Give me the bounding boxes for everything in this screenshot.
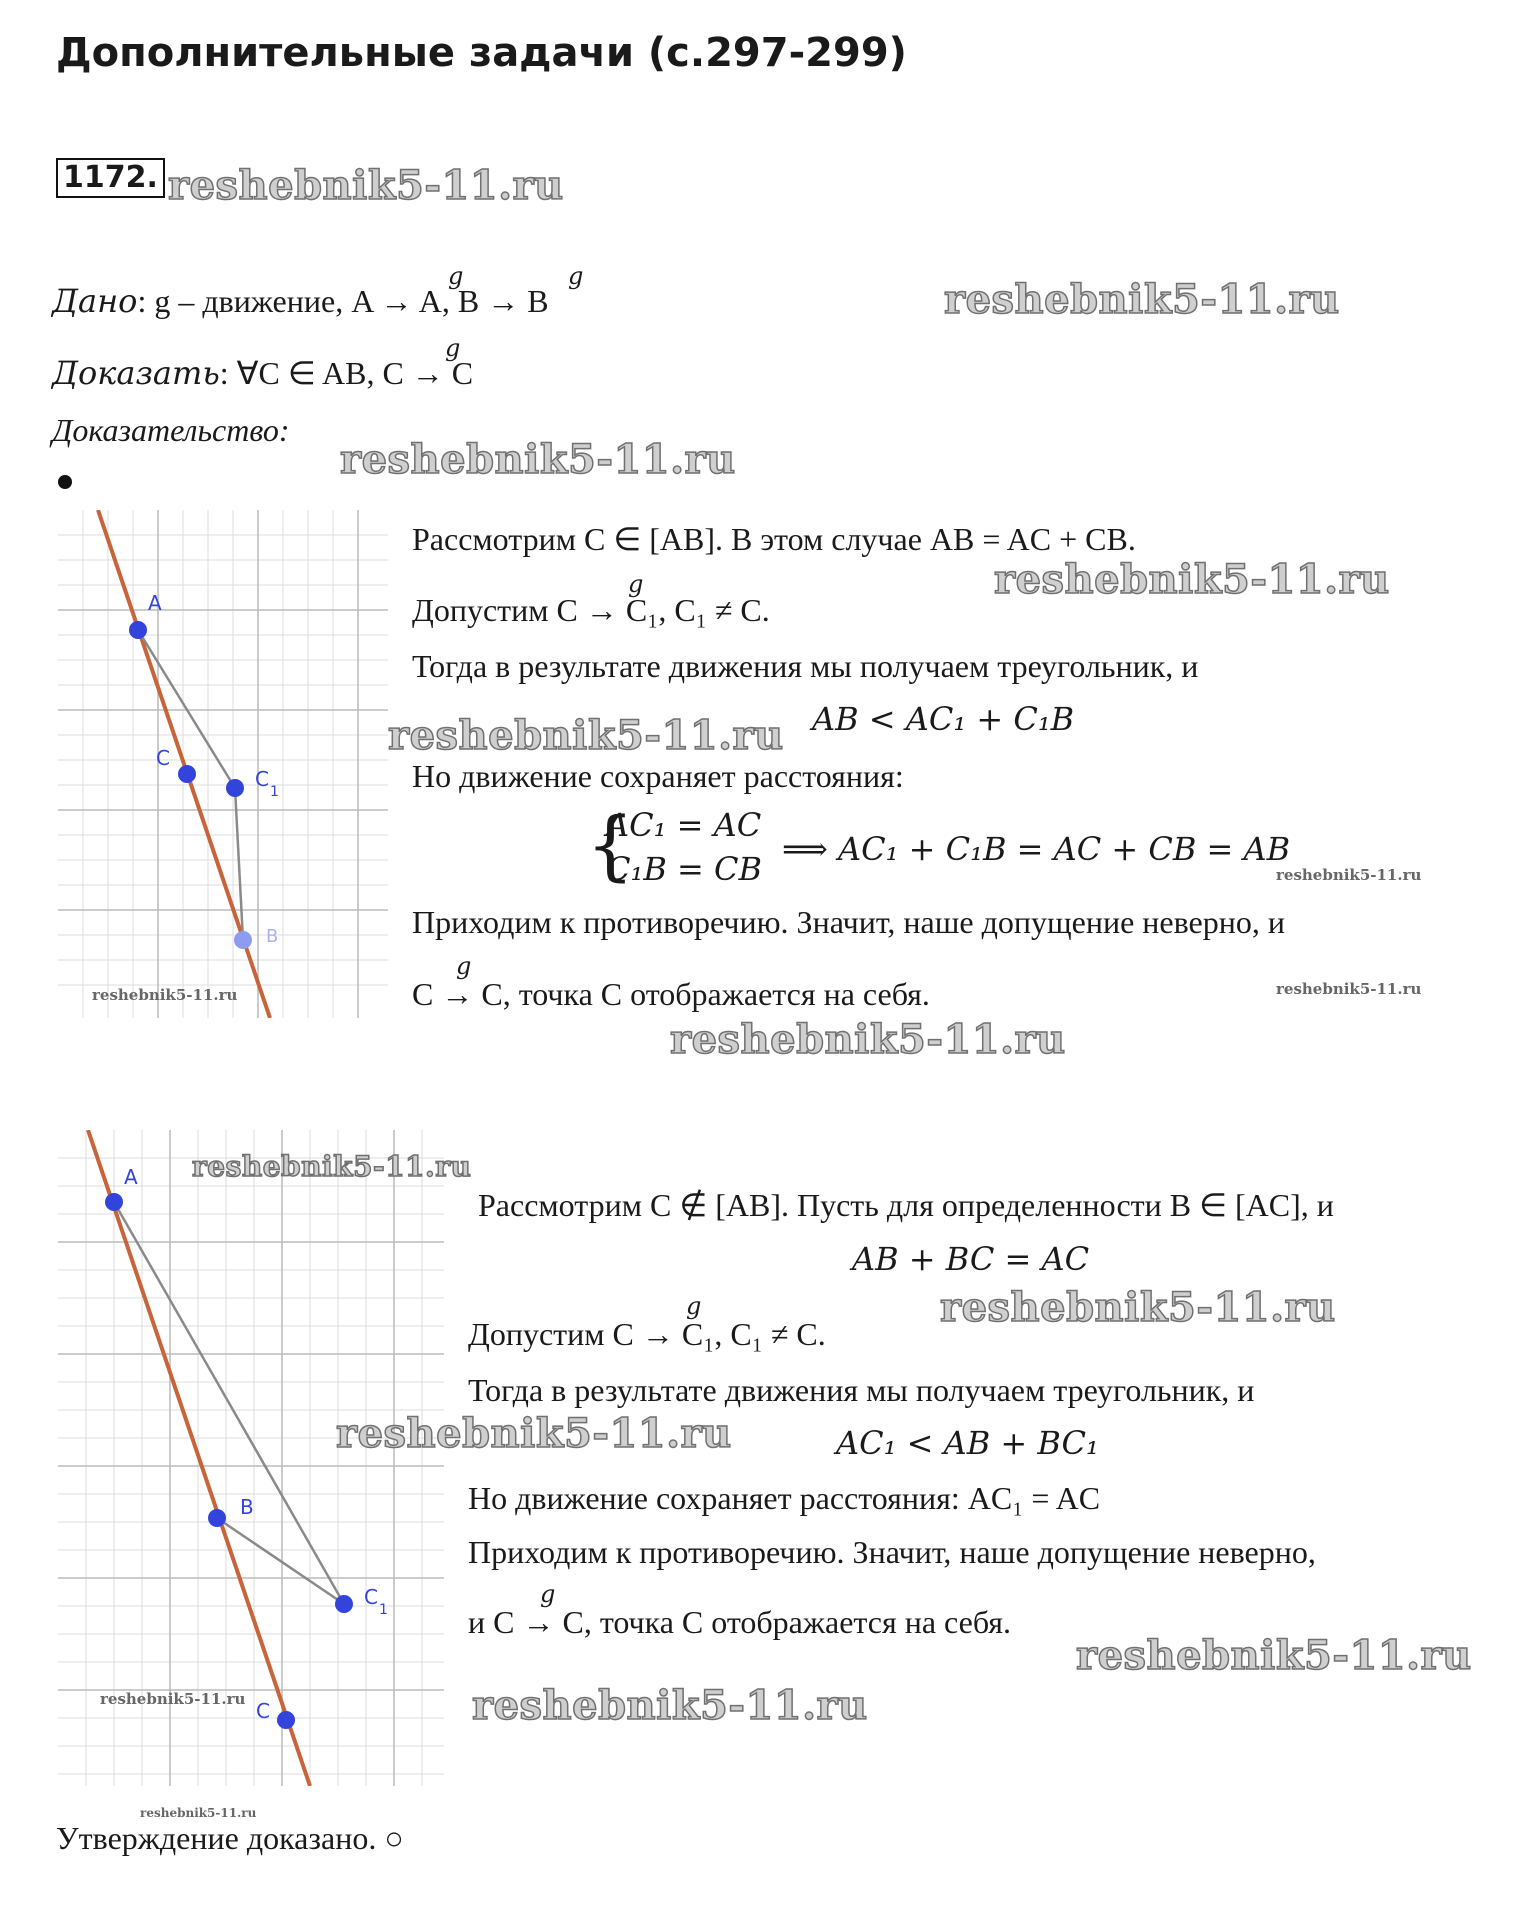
arrow-label: g [628,570,644,598]
arrow-label: g [445,334,461,362]
case2-equation: AB + BC = AC [852,1240,1090,1278]
case2-line1: Рассмотрим C ∉ [AB]. Пусть для определенности B ∈ [AC], и [478,1187,1334,1223]
case2-line5: Приходим к противоречию. Значит, наше допущение неверно, [468,1534,1316,1570]
label-a: A [148,591,162,615]
watermark-small: reshebnik5-11.ru [100,1690,246,1708]
case1-line3: Тогда в результате движения мы получаем треугольник, и [412,648,1199,684]
case1-line1: Рассмотрим C ∈ [AB]. В этом случае AB = AC + CB. [412,521,1136,557]
point-a [129,621,147,639]
arrow-label: g [540,1580,556,1608]
point-c [178,765,196,783]
watermark: reshebnik5-11.ru [336,1410,732,1457]
watermark: reshebnik5-11.ru [670,1016,1066,1063]
watermark-small: reshebnik5-11.ru [140,1806,257,1820]
point-b [234,931,252,949]
case1-inequality: AB < AC₁ + C₁B [812,700,1075,738]
label-c: C [256,1699,270,1723]
label-b: B [266,926,279,947]
watermark: reshebnik5-11.ru [994,556,1390,603]
watermark: reshebnik5-11.ru [192,1150,472,1183]
conclusion: Утверждение доказано. ○ [56,1820,404,1856]
case2-line3: Тогда в результате движения мы получаем треугольник, и [468,1372,1255,1408]
point-b [208,1509,226,1527]
point-c1 [226,779,244,797]
system-top: AC₁ = AC [606,806,762,844]
system-result: ⟹ AC₁ + C₁B = AC + CB = AB [782,830,1291,868]
system-brace: { [586,800,635,889]
watermark-small: reshebnik5-11.ru [92,986,238,1004]
page-title: Дополнительные задачи (с.297-299) [56,30,907,76]
case2-line6: и C → C, точка C отображается на себя. [468,1604,1012,1640]
bullet [58,475,72,489]
watermark: reshebnik5-11.ru [940,1284,1336,1331]
system-bottom: C₁B = CB [606,850,762,888]
case1-line6: C → C, точка C отображается на себя. [412,976,930,1012]
watermark-small: reshebnik5-11.ru [1276,980,1422,998]
given-line [52,282,549,320]
given-text: : g – движение, A → A, B → B [137,283,549,319]
label-c1-sub: 1 [270,784,279,800]
label-c1: C [364,1585,378,1609]
watermark-small: reshebnik5-11.ru [1276,866,1422,884]
point-a [105,1193,123,1211]
case2-line2: Допустим C → C₁, C₁ ≠ C. [468,1316,826,1352]
prove-label: Доказать [52,354,220,392]
label-c1: C [255,767,269,791]
label-b: B [240,1495,254,1519]
arrow-label: g [448,262,464,290]
proof-label: Доказательство: [52,412,290,448]
figure-case1 [58,510,388,1018]
case1-line5: Приходим к противоречию. Значит, наше допущение неверно, и [412,904,1285,940]
case2-line4: Но движение сохраняет расстояния: AC₁ = AC [468,1480,1101,1516]
watermark: reshebnik5-11.ru [944,276,1340,323]
watermark: reshebnik5-11.ru [340,436,736,483]
prove-line [52,354,473,392]
given-label: Дано [52,282,138,320]
case1-line2: Допустим C → C₁, C₁ ≠ C. [412,592,770,628]
label-a: A [124,1165,138,1189]
watermark: reshebnik5-11.ru [388,712,784,759]
point-c [277,1711,295,1729]
label-c1-sub: 1 [379,1602,388,1618]
line-ac [88,1130,310,1786]
arrow-label: g [456,952,472,980]
arrow-label: g [686,1292,702,1320]
case1-line4: Но движение сохраняет расстояния: [412,758,904,794]
arrow-label: g [568,262,584,290]
prove-text: : ∀C ∈ AB, C → C [219,355,474,391]
label-c: C [156,746,170,770]
watermark: reshebnik5-11.ru [472,1682,868,1729]
figure-case2 [58,1130,444,1786]
watermark: reshebnik5-11.ru [1076,1632,1472,1679]
case2-inequality: AC₁ < AB + BC₁ [836,1424,1099,1462]
problem-number: 1172. [56,158,165,198]
watermark: reshebnik5-11.ru [168,162,564,209]
point-c1 [335,1595,353,1613]
